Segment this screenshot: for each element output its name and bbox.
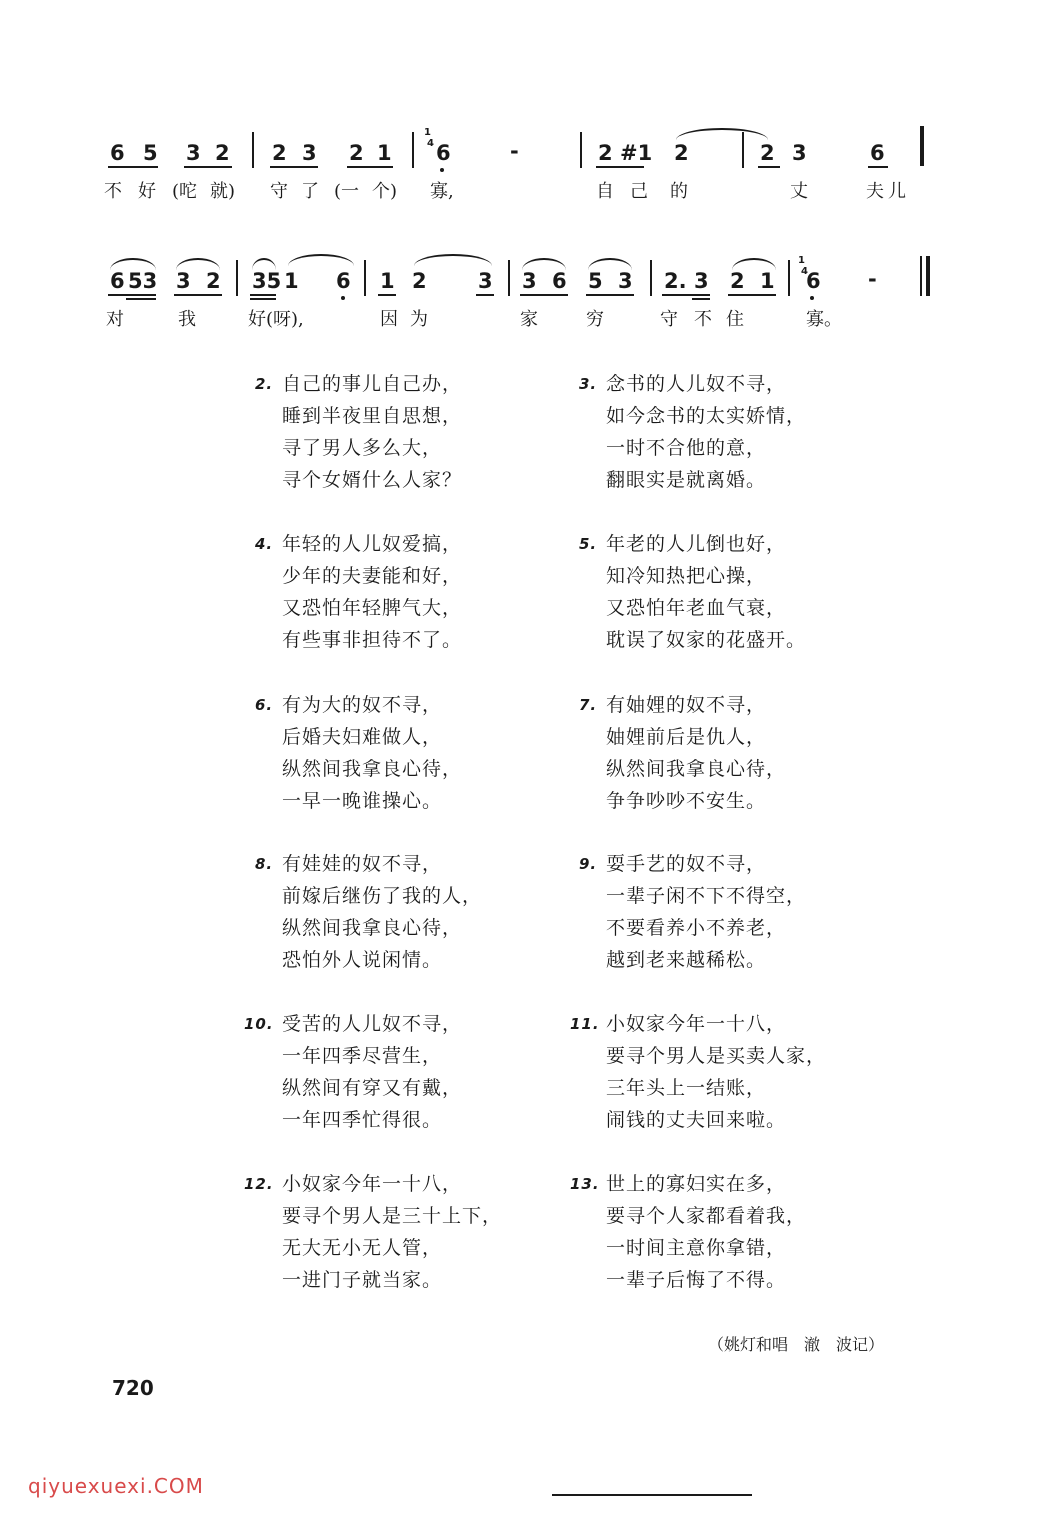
watermark: qiyuexuexi.COM bbox=[28, 1474, 204, 1498]
note: 2 bbox=[206, 269, 221, 293]
barline bbox=[920, 256, 922, 296]
verse-number: 9. bbox=[579, 855, 598, 873]
lyric: 好 bbox=[138, 181, 156, 202]
verse-line: 纵然间我拿良心待， bbox=[282, 758, 463, 780]
verse-line: 有些事非担待不了。 bbox=[282, 629, 463, 651]
verse-line: 耍手艺的奴不寻， bbox=[606, 853, 767, 875]
note: 2 bbox=[674, 141, 689, 165]
barline bbox=[412, 132, 414, 168]
dash: - bbox=[868, 267, 877, 291]
verse-line: 又恐怕年轻脾气大， bbox=[282, 597, 463, 619]
beam bbox=[520, 294, 568, 296]
note: 2 bbox=[215, 141, 230, 165]
verse-line: 要寻个人家都看着我， bbox=[606, 1205, 807, 1227]
note: 6 bbox=[870, 141, 885, 165]
lyric: 家 bbox=[520, 309, 538, 330]
verse-line: 小奴家今年一十八， bbox=[282, 1173, 463, 1195]
verse-line: 越到老来越稀松。 bbox=[606, 949, 767, 971]
verse-line: 纵然间有穿又有戴， bbox=[282, 1077, 463, 1099]
note: 1 bbox=[377, 141, 392, 165]
note: 5 bbox=[588, 269, 603, 293]
verse-line: 受苦的人儿奴不寻， bbox=[282, 1013, 463, 1035]
verse-line: 一早一晚谁操心。 bbox=[282, 790, 443, 812]
verse-8 bbox=[255, 848, 483, 976]
verse-number: 4. bbox=[255, 535, 274, 553]
time-signature-top: 1 bbox=[424, 127, 431, 138]
verse-line: 闹钱的丈夫回来啦。 bbox=[606, 1109, 787, 1131]
verse-line: 世上的寡妇实在多， bbox=[606, 1173, 787, 1195]
beam bbox=[586, 294, 634, 296]
note: 2. bbox=[664, 269, 687, 293]
verse-line: 睡到半夜里自思想， bbox=[282, 405, 463, 427]
note: 2 bbox=[412, 269, 427, 293]
verse-line: 不要看养小不养老， bbox=[606, 917, 787, 939]
note: 3 bbox=[792, 141, 807, 165]
verse-7 bbox=[579, 689, 787, 817]
slur bbox=[288, 254, 354, 266]
note: 1 bbox=[760, 269, 775, 293]
lower-octave-dot bbox=[440, 168, 444, 172]
dash: - bbox=[510, 139, 519, 163]
note: 3 bbox=[618, 269, 633, 293]
verse-line: 有娃娃的奴不寻， bbox=[282, 853, 443, 875]
verse-line: 无大无小无人管， bbox=[282, 1237, 443, 1259]
beam bbox=[250, 298, 276, 300]
lyric: 了 bbox=[301, 181, 319, 202]
barline bbox=[236, 260, 238, 296]
lower-octave-dot bbox=[341, 296, 345, 300]
beam bbox=[126, 298, 156, 300]
lyric: 儿 bbox=[888, 181, 906, 202]
barline bbox=[508, 260, 510, 296]
note: 53 bbox=[128, 269, 158, 293]
verse-line: 要寻个男人是三十上下， bbox=[282, 1205, 503, 1227]
verse-line: 翻眼实是就离婚。 bbox=[606, 469, 767, 491]
beam bbox=[270, 166, 318, 168]
verse-line: 一辈子后悔了不得。 bbox=[606, 1269, 787, 1291]
verse-line: 一进门子就当家。 bbox=[282, 1269, 443, 1291]
beam bbox=[692, 298, 710, 300]
lyric: 寡。 bbox=[806, 309, 842, 330]
note: 6 bbox=[336, 269, 351, 293]
note: 3 bbox=[478, 269, 493, 293]
verse-line: 念书的人儿奴不寻， bbox=[606, 373, 787, 395]
note: 5 bbox=[143, 141, 158, 165]
verse-line: 一年四季忙得很。 bbox=[282, 1109, 443, 1131]
barline bbox=[742, 132, 744, 168]
verse-line: 知冷知热把心操， bbox=[606, 565, 767, 587]
verse-4 bbox=[255, 528, 463, 656]
verse-9 bbox=[579, 848, 807, 976]
verse-5 bbox=[579, 528, 807, 656]
verse-number: 7. bbox=[579, 696, 598, 714]
lyric: 的 bbox=[670, 181, 688, 202]
beam bbox=[108, 294, 156, 296]
beam bbox=[184, 166, 232, 168]
note: 35 bbox=[252, 269, 282, 293]
note: 3 bbox=[694, 269, 709, 293]
note: 3 bbox=[176, 269, 191, 293]
note: 3 bbox=[302, 141, 317, 165]
note: 6 bbox=[110, 269, 125, 293]
lyric: 己 bbox=[630, 181, 648, 202]
slur bbox=[414, 254, 492, 266]
lyric: (一 bbox=[334, 181, 360, 202]
note: 6 bbox=[110, 141, 125, 165]
verse-line: 前嫁后继伤了我的人， bbox=[282, 885, 483, 907]
verse-line: 小奴家今年一十八， bbox=[606, 1013, 787, 1035]
barline bbox=[580, 132, 582, 168]
verse-number: 8. bbox=[255, 855, 274, 873]
note: 2 bbox=[598, 141, 613, 165]
lyric: 对 bbox=[106, 309, 124, 330]
verse-line: 有为大的奴不寻， bbox=[282, 694, 443, 716]
verse-number: 6. bbox=[255, 696, 274, 714]
verse-2 bbox=[255, 368, 463, 496]
verse-number: 5. bbox=[579, 535, 598, 553]
note: 1 bbox=[380, 269, 395, 293]
note: 6 bbox=[806, 269, 821, 293]
beam bbox=[174, 294, 222, 296]
verse-line: 一年四季尽营生， bbox=[282, 1045, 443, 1067]
note: 3 bbox=[522, 269, 537, 293]
lyric: 就) bbox=[210, 181, 236, 202]
beam bbox=[596, 166, 644, 168]
lyric: 守 bbox=[270, 181, 288, 202]
slur bbox=[676, 128, 768, 140]
verse-6 bbox=[255, 689, 463, 817]
lyric: 住 bbox=[726, 309, 744, 330]
verse-line: 自己的事儿自己办， bbox=[282, 373, 463, 395]
verse-10 bbox=[244, 1008, 463, 1136]
barline bbox=[788, 260, 790, 296]
verse-line: 耽误了奴家的花盛开。 bbox=[606, 629, 807, 651]
barline bbox=[650, 260, 652, 296]
verse-line: 有妯娌的奴不寻， bbox=[606, 694, 767, 716]
time-signature-bottom: 4 bbox=[801, 266, 808, 277]
verse-line: 一时间主意你拿错， bbox=[606, 1237, 787, 1259]
beam bbox=[476, 294, 494, 296]
bottom-rule bbox=[552, 1494, 752, 1496]
verse-line: 寻个女婿什么人家？ bbox=[282, 469, 463, 491]
barline bbox=[252, 132, 254, 168]
barline bbox=[364, 260, 366, 296]
verse-11 bbox=[570, 1008, 827, 1136]
lyric: 为 bbox=[410, 309, 428, 330]
note: #1 bbox=[620, 141, 653, 165]
verse-line: 纵然间我拿良心待， bbox=[282, 917, 463, 939]
verse-line: 妯娌前后是仇人， bbox=[606, 726, 767, 748]
lyric: 穷 bbox=[586, 309, 604, 330]
beam bbox=[250, 294, 276, 296]
beam bbox=[662, 294, 710, 296]
verse-line: 后婚夫妇难做人， bbox=[282, 726, 443, 748]
verse-number: 2. bbox=[255, 375, 274, 393]
verse-3 bbox=[579, 368, 807, 496]
lyric: 丈 bbox=[790, 181, 808, 202]
beam bbox=[758, 166, 780, 168]
note: 2 bbox=[272, 141, 287, 165]
source-credit: （姚灯和唱 澈 波记） bbox=[708, 1335, 885, 1354]
verse-line: 三年头上一结账， bbox=[606, 1077, 767, 1099]
note: 2 bbox=[760, 141, 775, 165]
beam bbox=[868, 166, 888, 168]
lyric: 我 bbox=[178, 309, 196, 330]
note: 2 bbox=[730, 269, 745, 293]
note: 3 bbox=[186, 141, 201, 165]
verse-line: 一时不合他的意， bbox=[606, 437, 767, 459]
page-number: 720 bbox=[112, 1376, 154, 1400]
verse-number: 3. bbox=[579, 375, 598, 393]
verse-13 bbox=[570, 1168, 807, 1296]
note: 6 bbox=[552, 269, 567, 293]
note: 6 bbox=[436, 141, 451, 165]
verse-number: 11. bbox=[570, 1015, 600, 1033]
lyric: 不 bbox=[694, 309, 712, 330]
verse-number: 13. bbox=[570, 1175, 600, 1193]
verse-line: 寻了男人多么大， bbox=[282, 437, 443, 459]
time-signature-top: 1 bbox=[798, 255, 805, 266]
verse-line: 年老的人儿倒也好， bbox=[606, 533, 787, 555]
lyric: 个) bbox=[372, 181, 398, 202]
verse-line: 年轻的人儿奴爱搞， bbox=[282, 533, 463, 555]
lyric: 夫 bbox=[866, 181, 884, 202]
lyric: 因 bbox=[380, 309, 398, 330]
verse-line: 一辈子闲不下不得空， bbox=[606, 885, 807, 907]
verse-line: 要寻个男人是买卖人家， bbox=[606, 1045, 827, 1067]
verse-line: 纵然间我拿良心待， bbox=[606, 758, 787, 780]
beam bbox=[728, 294, 776, 296]
verse-line: 又恐怕年老血气衰， bbox=[606, 597, 787, 619]
verse-line: 如今念书的太实娇情， bbox=[606, 405, 807, 427]
time-signature-bottom: 4 bbox=[427, 138, 434, 149]
lyric: 自 bbox=[596, 181, 614, 202]
verse-line: 争争吵吵不安生。 bbox=[606, 790, 767, 812]
beam bbox=[378, 294, 396, 296]
lyric: 好(呀), bbox=[248, 309, 304, 330]
verse-number: 10. bbox=[244, 1015, 274, 1033]
note: 1 bbox=[284, 269, 299, 293]
lyric: (咜 bbox=[172, 181, 198, 202]
final-barline bbox=[926, 256, 930, 296]
lower-octave-dot bbox=[810, 296, 814, 300]
lyric: 守 bbox=[660, 309, 678, 330]
beam bbox=[347, 166, 393, 168]
verse-line: 少年的夫妻能和好， bbox=[282, 565, 463, 587]
verse-number: 12. bbox=[244, 1175, 274, 1193]
barline bbox=[920, 126, 924, 166]
verse-line: 恐怕外人说闲情。 bbox=[282, 949, 443, 971]
beam bbox=[108, 166, 158, 168]
lyric: 寡, bbox=[430, 181, 454, 202]
verse-12 bbox=[244, 1168, 503, 1296]
note: 2 bbox=[349, 141, 364, 165]
lyric: 不 bbox=[104, 181, 122, 202]
